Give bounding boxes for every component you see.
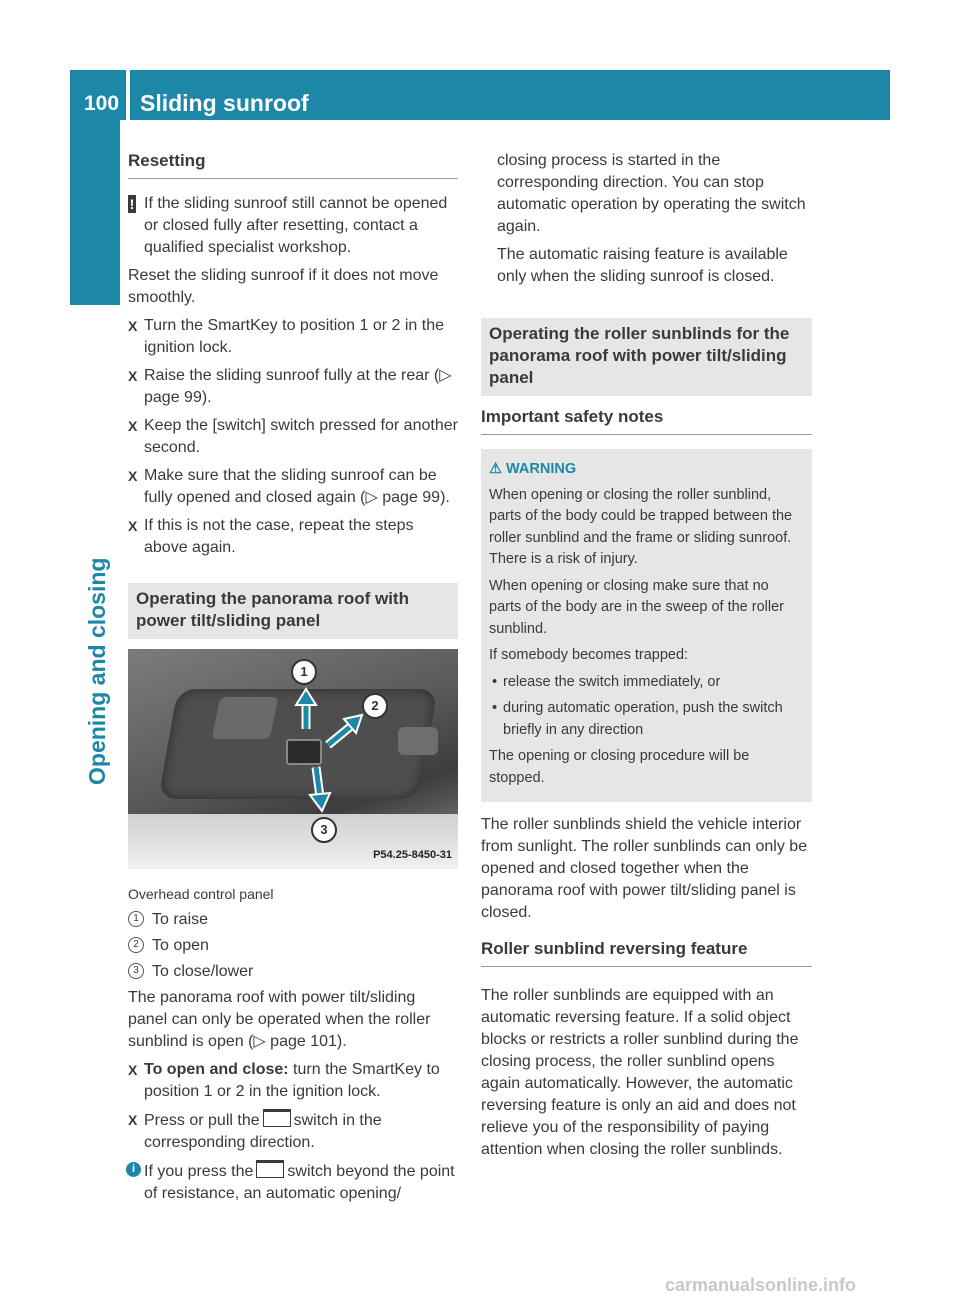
step-2 bbox=[128, 365, 458, 409]
step-arrow-icon: X bbox=[128, 368, 138, 384]
step-3-text: Keep the [switch] switch pressed for another second. bbox=[144, 417, 458, 456]
panorama-paragraph: The panorama roof with power tilt/sliding panel can only be operated when the roller sunblind is open (▷ page 101). bbox=[128, 989, 431, 1050]
legend-num: 3 bbox=[128, 963, 144, 979]
legend-item-3 bbox=[128, 961, 458, 983]
reversing-paragraph: The roller sunblinds are equipped with an automatic reversing feature. If a solid object blocks or restricts a roller sunblind during the closing process, the roller sunblind opens again automatically. However, the automatic reversing feature is only an aid and does not relieve you of the responsibility of paying attention when closing the roller sunblinds. bbox=[481, 987, 799, 1158]
step-1 bbox=[128, 315, 458, 359]
chapter-label-text: Opening and closing bbox=[84, 557, 110, 785]
page-header bbox=[70, 70, 890, 120]
resetting-heading: Resetting bbox=[128, 150, 458, 179]
bullet-icon: • bbox=[492, 700, 498, 716]
section-panorama-heading: Operating the panorama roof with power tilt/sliding panel bbox=[128, 583, 458, 639]
warning-triangle-icon: ⚠ bbox=[489, 461, 507, 477]
step-4 bbox=[128, 465, 458, 509]
step-arrow-icon: X bbox=[128, 1062, 138, 1078]
reset-note bbox=[128, 193, 458, 259]
step-5-text: If this is not the case, repeat the steps above again. bbox=[144, 517, 414, 556]
step-4-text: Make sure that the sliding sunroof can be fully opened and closed again (▷ page 99). bbox=[144, 467, 450, 506]
step-press-pull bbox=[128, 1109, 458, 1154]
header-divider bbox=[126, 70, 130, 120]
info-note bbox=[128, 1160, 458, 1205]
warning-title-text: WARNING bbox=[506, 461, 577, 477]
exclamation-icon: ! bbox=[129, 196, 135, 212]
right-column bbox=[481, 150, 812, 1167]
warning-bullet-1 bbox=[489, 672, 804, 694]
warning-p4: The opening or closing procedure will be stopped. bbox=[489, 748, 750, 786]
step-arrow-icon: X bbox=[128, 518, 138, 534]
step-arrow-icon: X bbox=[128, 318, 138, 334]
warning-title bbox=[489, 459, 804, 481]
legend-num: 2 bbox=[128, 937, 144, 953]
press-pull-text-b: switch in the corresponding direction. bbox=[144, 1112, 382, 1151]
callout-2: 2 bbox=[362, 693, 388, 719]
warning-bullet-2-text: during automatic operation, push the switch briefly in any direction bbox=[503, 700, 783, 738]
step-arrow-icon: X bbox=[128, 418, 138, 434]
legend-item-2 bbox=[128, 935, 458, 957]
step-arrow-icon: X bbox=[128, 1112, 138, 1128]
legend-text: To raise bbox=[152, 911, 209, 928]
callout-3: 3 bbox=[311, 817, 337, 843]
warning-p3: If somebody becomes trapped: bbox=[489, 647, 689, 663]
section-roller-heading: Operating the roller sunblinds for the panorama roof with power tilt/sliding panel bbox=[481, 318, 812, 396]
direction-arrows bbox=[128, 649, 458, 869]
legend-item-1 bbox=[128, 909, 458, 931]
info-icon: i bbox=[126, 1162, 141, 1177]
overhead-control-panel-photo bbox=[128, 649, 458, 869]
reset-intro: Reset the sliding sunroof if it does not move smoothly. bbox=[128, 267, 439, 306]
warning-box bbox=[481, 449, 812, 802]
callout-1: 1 bbox=[291, 659, 317, 685]
photo-caption: Overhead control panel bbox=[128, 886, 274, 902]
step-2-text: Raise the sliding sunroof fully at the rear (▷ page 99). bbox=[144, 367, 452, 406]
photo-code: P54.25-8450-31 bbox=[373, 849, 452, 861]
info-text-b: switch beyond the point of resistance, an automatic opening/ bbox=[144, 1163, 455, 1202]
step-5 bbox=[128, 515, 458, 559]
step-1-text: Turn the SmartKey to position 1 or 2 in the ignition lock. bbox=[144, 317, 445, 356]
chapter-label bbox=[82, 545, 112, 785]
legend-text: To open bbox=[152, 937, 209, 954]
switch-icon bbox=[263, 1109, 291, 1127]
legend-num: 1 bbox=[128, 911, 144, 927]
info-continuation bbox=[481, 150, 812, 288]
switch-icon bbox=[256, 1160, 284, 1178]
left-column bbox=[128, 150, 458, 1211]
continuation-2: The automatic raising feature is available only when the sliding sunroof is closed. bbox=[497, 246, 788, 285]
info-text-a: If you press the bbox=[144, 1163, 254, 1180]
step-arrow-icon: X bbox=[128, 468, 138, 484]
chapter-tab bbox=[70, 120, 120, 305]
page-title: Sliding sunroof bbox=[140, 90, 309, 116]
open-close-text: turn the SmartKey to position 1 or 2 in the ignition lock. bbox=[144, 1061, 440, 1100]
continuation-1: closing process is started in the corresponding direction. You can stop automatic operation by operating the switch again. bbox=[497, 152, 806, 235]
reversing-heading: Roller sunblind reversing feature bbox=[481, 938, 812, 967]
warning-bullet-2 bbox=[489, 698, 804, 741]
bullet-icon: • bbox=[492, 673, 498, 690]
step-open-close bbox=[128, 1059, 458, 1103]
step-3 bbox=[128, 415, 458, 459]
warning-p2: When opening or closing make sure that no parts of the body are in the sweep of the roller sunblind. bbox=[489, 577, 785, 637]
legend-text: To close/lower bbox=[152, 963, 254, 980]
open-close-label: To open and close: bbox=[144, 1061, 289, 1078]
page-number: 100 bbox=[84, 92, 120, 115]
warning-bullet-1-text: release the switch immediately, or bbox=[503, 673, 721, 690]
press-pull-text-a: Press or pull the bbox=[144, 1112, 260, 1129]
warning-p1: When opening or closing the roller sunblind, parts of the body could be trapped between the roller sunblind and the frame or sliding sunroof. There is a risk of injury. bbox=[489, 486, 793, 567]
shield-paragraph: The roller sunblinds shield the vehicle interior from sunlight. The roller sunblinds can only be opened and closed together when the panorama roof with power tilt/sliding panel is closed. bbox=[481, 816, 808, 921]
reset-note-text: If the sliding sunroof still cannot be opened or closed fully after resetting, contact a qualified specialist workshop. bbox=[144, 195, 448, 256]
watermark: carmanualsonline.info bbox=[665, 1275, 857, 1295]
safety-heading: Important safety notes bbox=[481, 406, 812, 435]
